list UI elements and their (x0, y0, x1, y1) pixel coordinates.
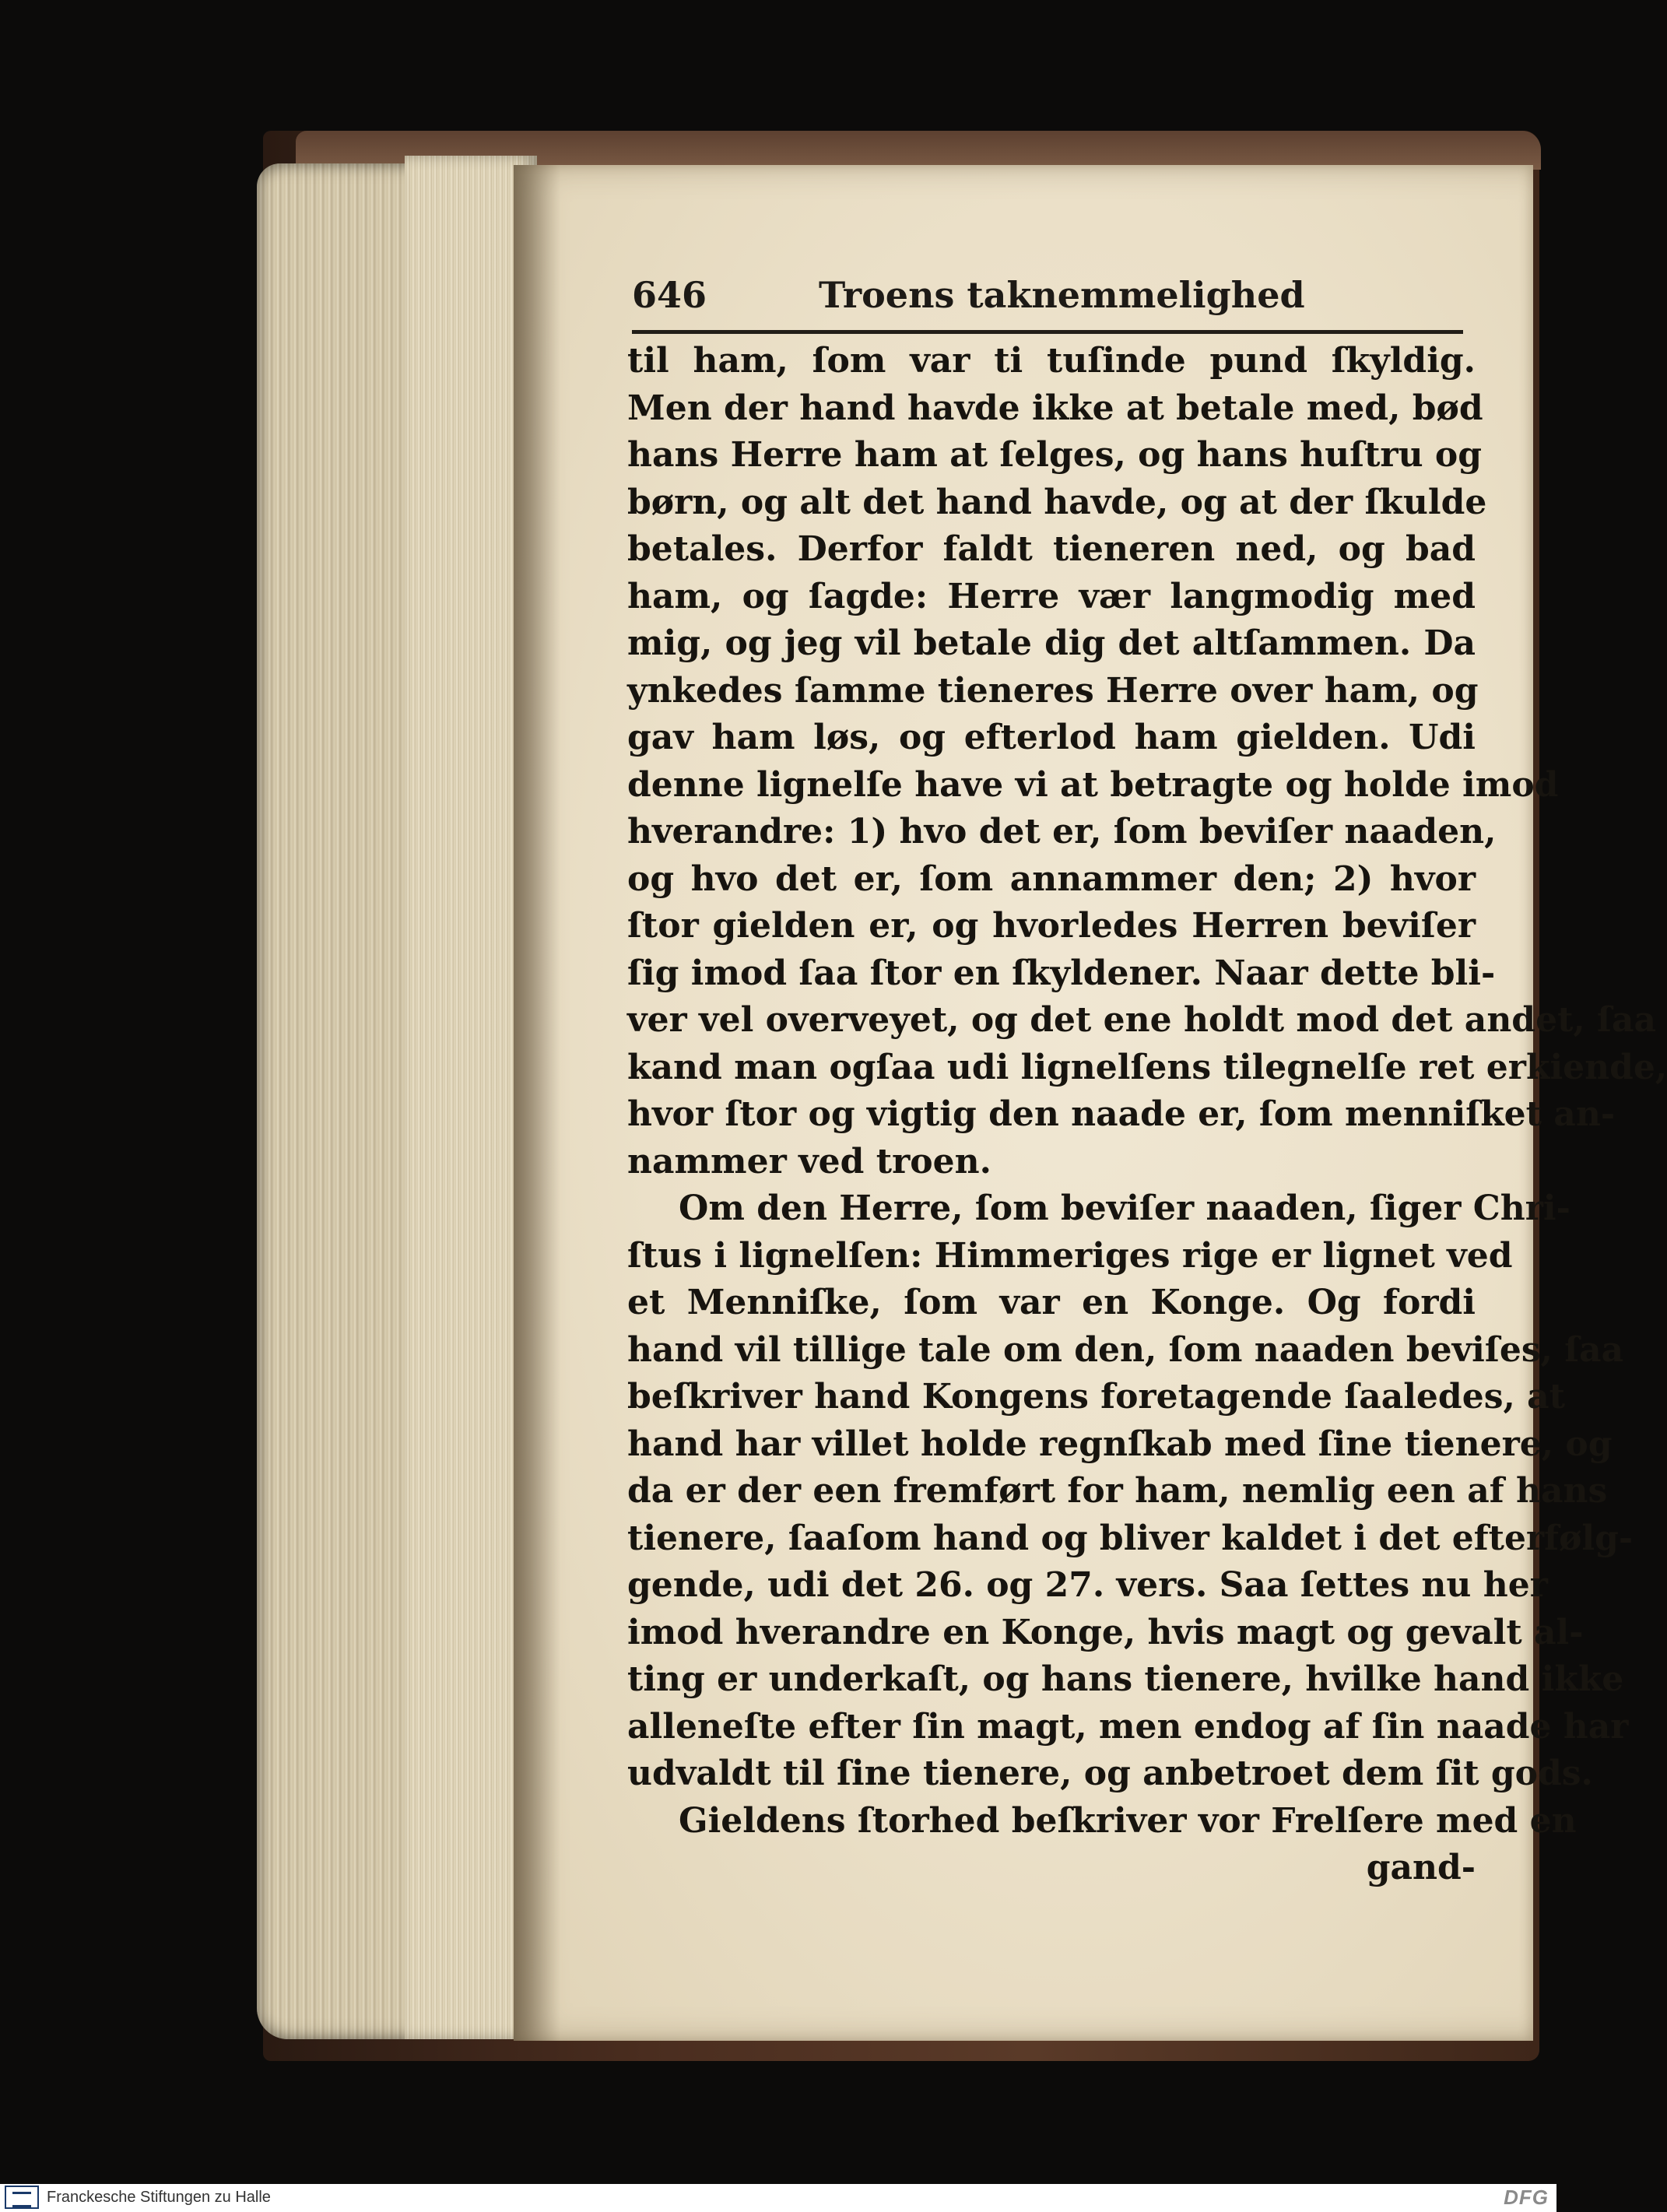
dfg-logo: DFG (1504, 2186, 1549, 2209)
text-line: betales. Derfor faldt tieneren ned, og bad (627, 529, 1476, 569)
text-line: et Menniſke, ſom var en Konge. Og fordi (627, 1283, 1476, 1322)
text-line: hand vil tillige tale om den, ſom naaden beviſes, ſaa (627, 1329, 1624, 1370)
text-line: til ham, ſom var ti tuſinde pund ſkyldig. (627, 341, 1476, 381)
running-head (632, 274, 1457, 328)
institution-logo-icon (5, 2186, 39, 2209)
text-line: ynkedes ſamme tieneres Herre over ham, og (627, 670, 1479, 711)
text-line: tienere, ſaaſom hand og bliver kaldet i det efterfølg- (627, 1518, 1634, 1558)
text-line: børn, og alt det hand havde, og at der ſkulde (627, 482, 1487, 522)
text-line: kand man ogſaa udi lignelſens tilegnelſe ret erkiende, (627, 1047, 1667, 1087)
text-line: denne lignelſe have vi at betragte og holde imod (627, 764, 1559, 805)
text-line: ſig imod ſaa ſtor en ſkyldener. Naar dette bli- (627, 953, 1496, 993)
text-line: og hvo det er, ſom annammer den; 2) hvor (627, 858, 1476, 899)
text-line: Om den Herre, ſom beviſer naaden, ſiger Chri- (679, 1189, 1570, 1228)
page-number: 646 (632, 274, 707, 316)
text-line: udvaldt til ſine tienere, og anbetroet dem ſit gods. (627, 1754, 1593, 1793)
institution-credit: Franckesche Stiftungen zu Halle (47, 2189, 271, 2206)
text-line: gav ham løs, og efterlod ham gielden. Udi (627, 718, 1476, 757)
text-line: ſtus i lignelſen: Himmeriges rige er lignet ved (627, 1235, 1513, 1276)
text-line: hverandre: 1) hvo det er, ſom beviſer naaden, (627, 812, 1497, 851)
text-line: da er der een fremført for ham, nemlig een af hans (627, 1471, 1608, 1511)
text-line: hans Herre ham at ſelges, og hans huſtru og (627, 435, 1483, 475)
text-line: ver vel overveyet, og det ene holdt mod det andet, ſaa (627, 1000, 1656, 1040)
header-rule (632, 330, 1463, 334)
catchword: gand- (1366, 1848, 1476, 1887)
body-text (627, 338, 1667, 1892)
running-title: Troens taknemmelighed (819, 274, 1305, 316)
text-line: hand har villet holde regnſkab med ſine tienere, og (627, 1424, 1613, 1464)
text-line: Gieldens ſtorhed beſkriver vor Frelſere med en (679, 1800, 1577, 1841)
text-line: gende, udi det 26. og 27. vers. Saa ſettes nu her (627, 1565, 1548, 1605)
text-line: ſtor gielden er, og hvorledes Herren beviſer (627, 906, 1476, 946)
text-line: Men der hand havde ikke at betale med, bød (627, 388, 1483, 428)
text-line: mig, og jeg vil betale dig det altſammen. Da (627, 623, 1476, 663)
text-line: ham, og ſagde: Herre vær langmodig med (627, 576, 1476, 616)
text-line: hvor ſtor og vigtig den naade er, ſom menniſket an- (627, 1094, 1616, 1134)
text-line: beſkriver hand Kongens foretagende ſaaledes, at (627, 1377, 1565, 1417)
gutter-shadow (514, 165, 560, 2041)
text-line: alleneſte efter ſin magt, men endog af ſin naade har (627, 1706, 1629, 1747)
text-line: ting er underkaſt, og hans tienere, hvilke hand ikke (627, 1659, 1624, 1699)
text-line: imod hverandre en Konge, hvis magt og gevalt al- (627, 1612, 1584, 1652)
text-line: nammer ved troen. (627, 1141, 991, 1181)
